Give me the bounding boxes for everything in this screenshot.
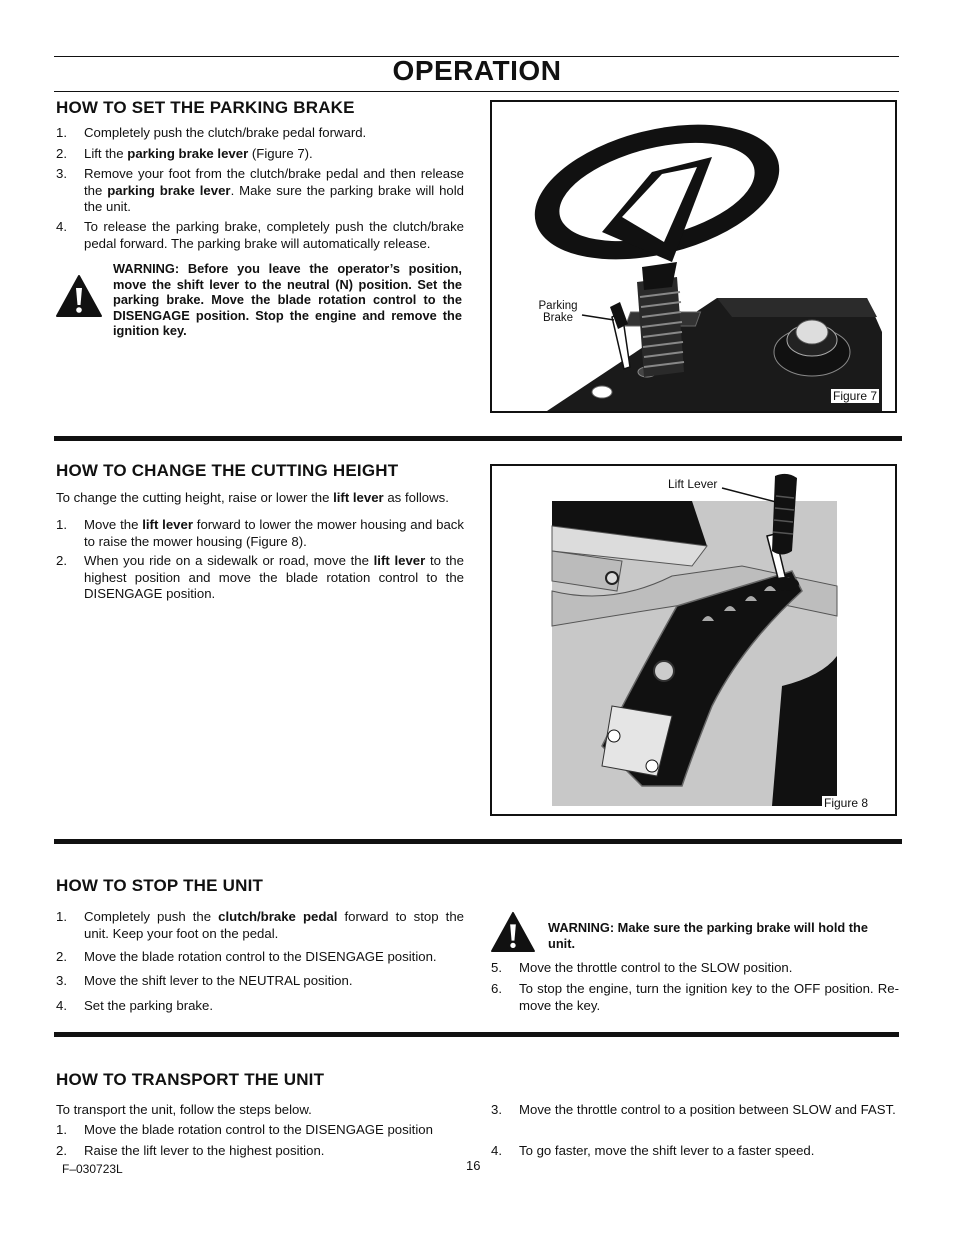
title-rule — [54, 91, 899, 92]
figure-7 — [490, 100, 897, 413]
doc-code: F–030723L — [62, 1162, 123, 1176]
figure-8-label: Figure 8 — [824, 796, 869, 810]
lift-lever-illustration — [492, 466, 895, 814]
cutting-heading: HOW TO CHANGE THE CUTTING HEIGHT — [56, 461, 399, 480]
figure-8 — [490, 464, 897, 816]
parking-heading: HOW TO SET THE PARKING BRAKE — [56, 98, 355, 117]
page-title: OPERATION — [392, 55, 562, 86]
figure-7-label: Figure 7 — [833, 389, 878, 403]
steering-wheel-illustration — [492, 102, 895, 411]
section-divider — [54, 839, 902, 844]
lift-lever-callout: Lift Lever — [668, 477, 718, 491]
transport-heading: HOW TO TRANSPORT THE UNIT — [56, 1070, 325, 1089]
warning-icon — [55, 274, 103, 318]
stop-warning: WARNING: Make sure the parking brake will hold the unit. — [548, 920, 868, 951]
stop-heading: HOW TO STOP THE UNIT — [56, 876, 264, 895]
parking-warning: WARNING: Before you leave the operator’s position, move the shift lever to the neutral (N) position. Set the parking brake. Move the blade rotation control to the DISENGAGE position. Stop the engine and remove the ignition key. — [113, 261, 462, 338]
warning-icon — [489, 911, 537, 953]
parking-brake-callout: Parking Brake — [538, 300, 578, 324]
transport-intro: To transport the unit, follow the steps below. — [56, 1102, 312, 1117]
page-number: 16 — [466, 1158, 481, 1173]
cutting-intro: To change the cutting height, raise or lower the lift lever as follows. — [56, 490, 449, 505]
section-divider — [54, 436, 902, 441]
section-divider — [54, 1032, 899, 1037]
